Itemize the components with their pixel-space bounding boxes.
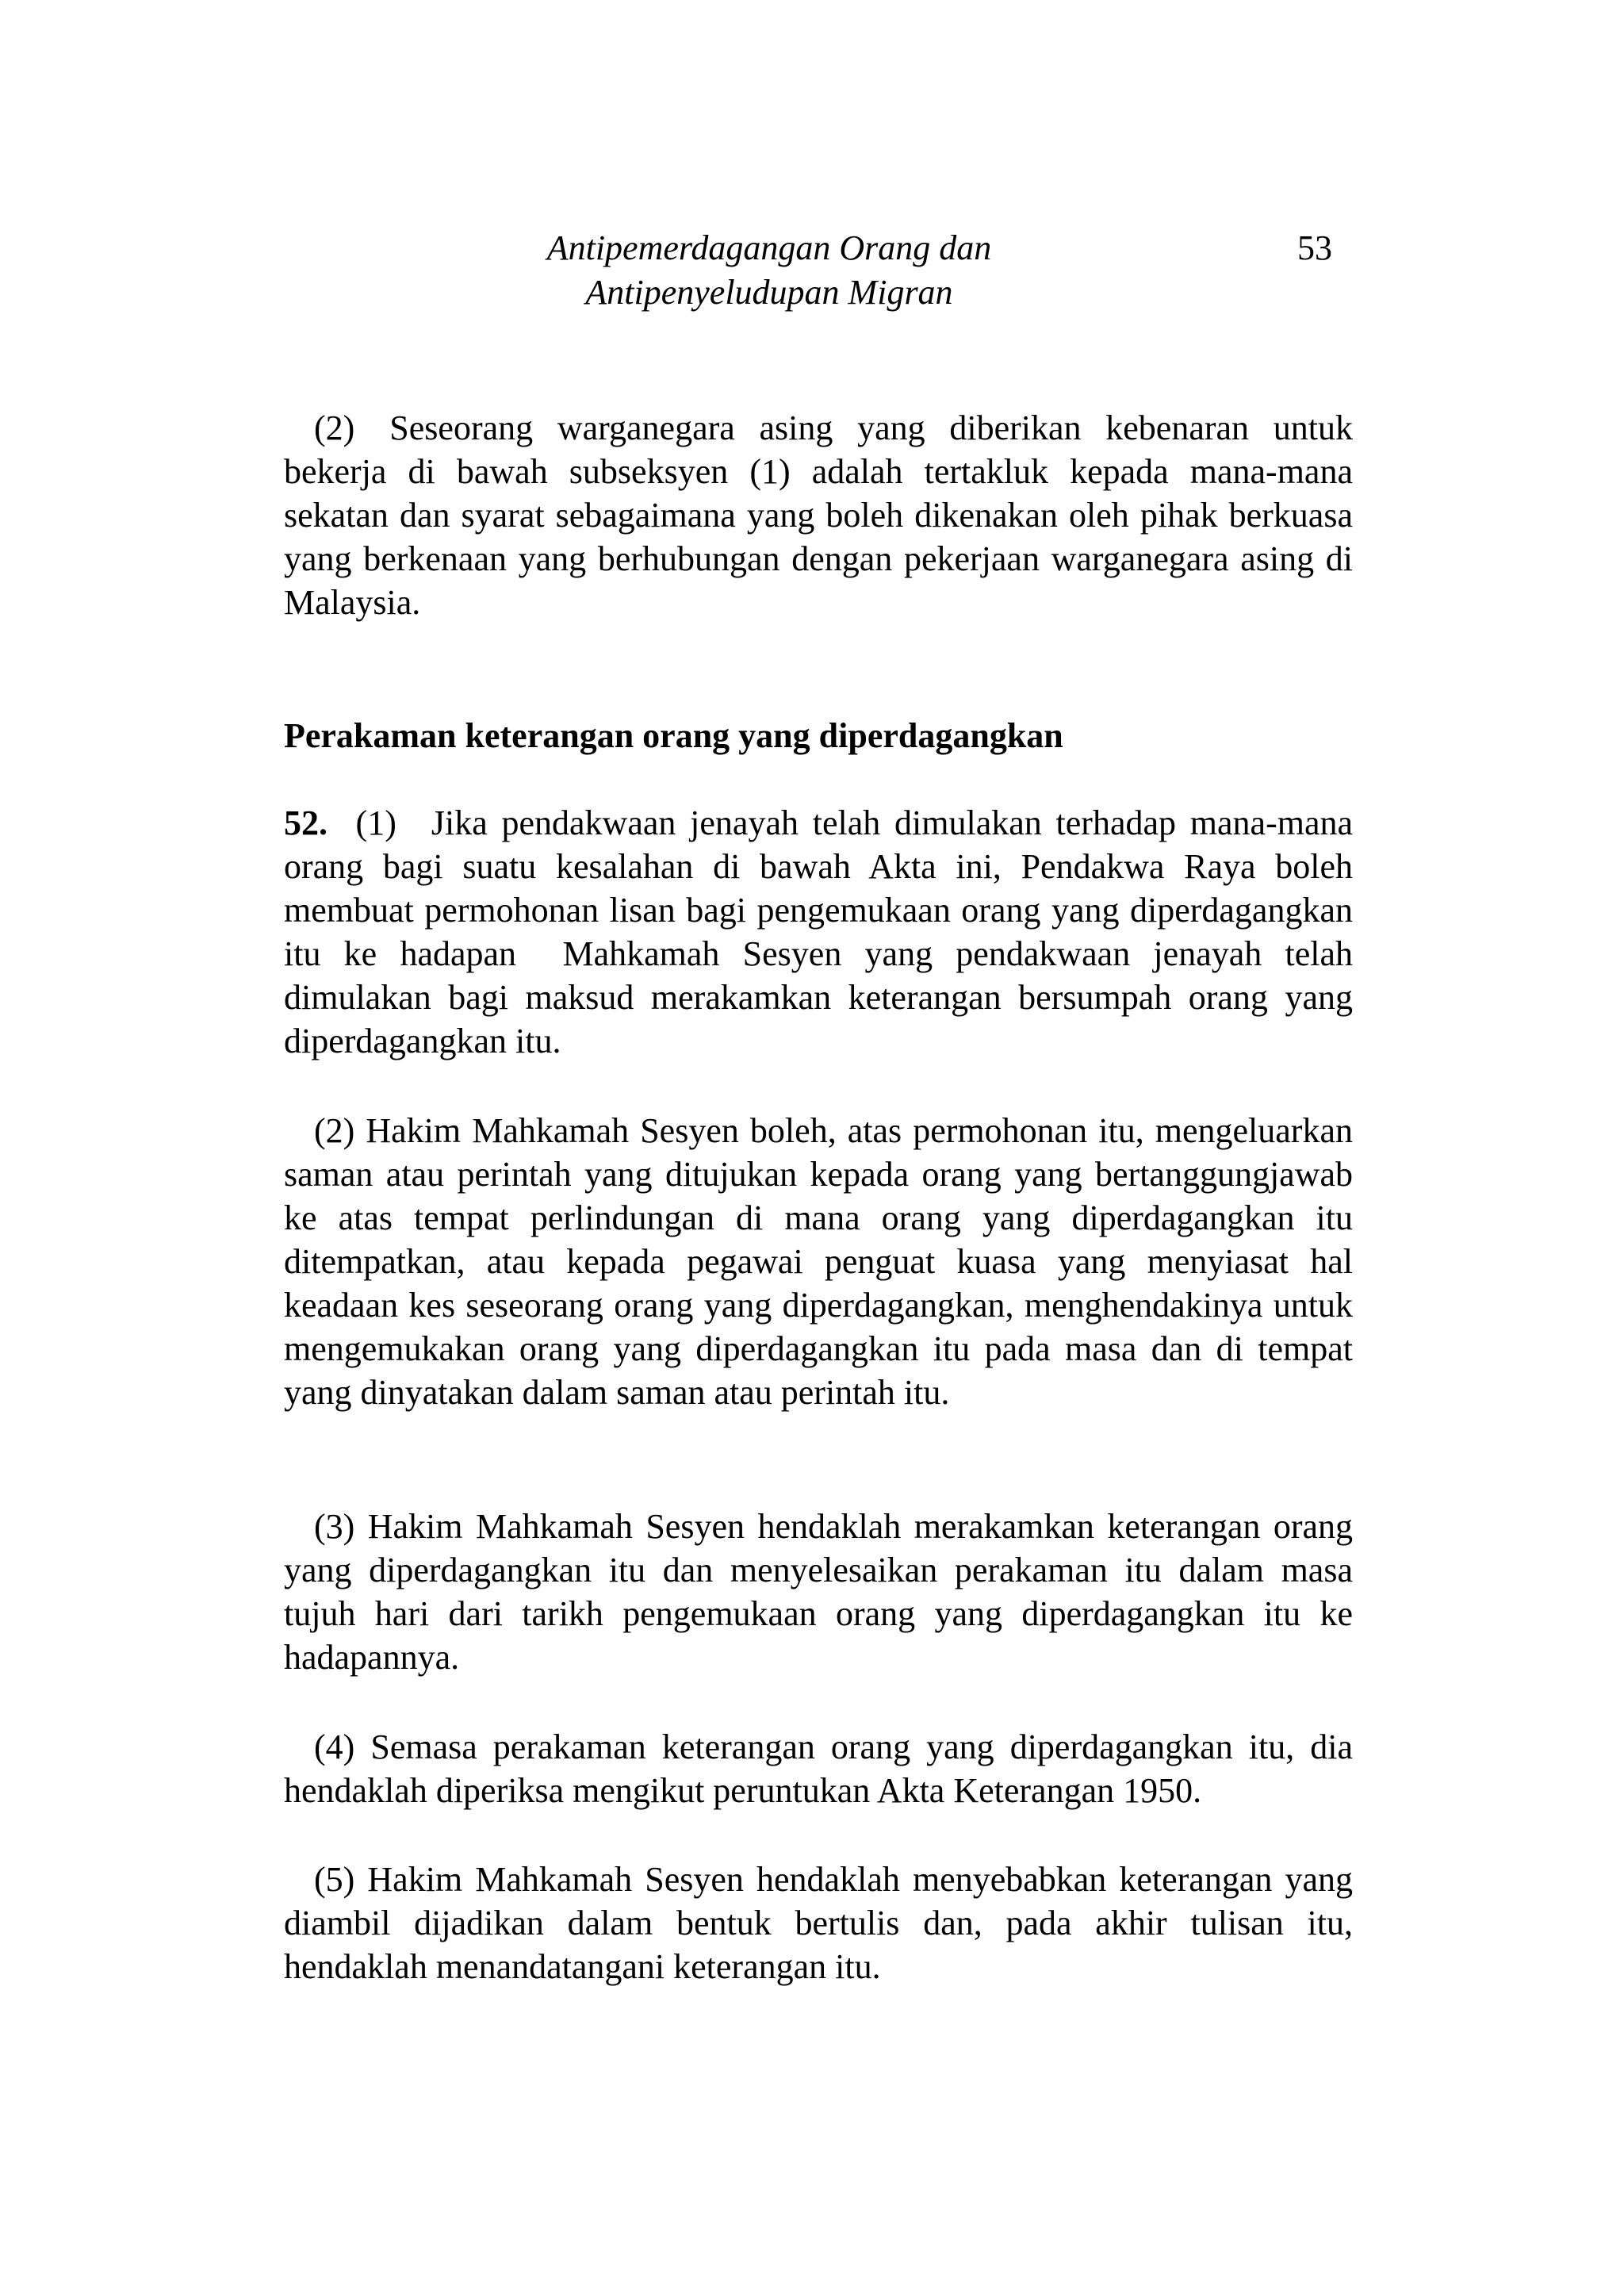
paragraph-52-5: (5) Hakim Mahkamah Sesyen hendaklah menyebabkan keterangan yang diambil dijadikan dalam bentuk bertulis dan, pada akhir tulisan itu, hendaklah menandatangani keterangan itu. (284, 1860, 1353, 1986)
running-header-line-2: Antipenyeludupan Migran (585, 273, 953, 312)
section-number-52: 52. (284, 803, 327, 842)
page-number: 53 (1297, 228, 1332, 267)
paragraph-52-1-text: (1) Jika pendakwaan jenayah telah dimulakan terhadap mana-mana orang bagi suatu kesalahan di bawah Akta ini, Pendakwa Raya boleh membuat permohonan lisan bagi pengemukaan orang yang diperdagangkan itu ke hadapan Mahkamah Sesyen yang pendakwaan jenayah telah dimulakan bagi maksud merakamkan keterangan bersumpah orang yang diperdagangkan itu. (284, 803, 1353, 1060)
running-header-title (508, 226, 1031, 315)
paragraph-52-2: (2) Hakim Mahkamah Sesyen boleh, atas permohonan itu, mengeluarkan saman atau perintah yang ditujukan kepada orang yang bertanggungjawab ke atas tempat perlindungan di mana orang yang diperdagangkan itu ditempatkan, atau kepada pegawai penguat kuasa yang menyiasat hal keadaan kes seseorang orang yang diperdagangkan, menghendakinya untuk mengemukakan orang yang diperdagangkan itu pada masa dan di tempat yang dinyatakan dalam saman atau perintah itu. (284, 1111, 1353, 1412)
paragraph-52-3: (3) Hakim Mahkamah Sesyen hendaklah merakamkan keterangan orang yang diperdagangkan itu dan menyelesaikan perakaman itu dalam masa tujuh hari dari tarikh pengemukaan orang yang diperdagangkan itu ke hadapannya. (284, 1507, 1353, 1677)
paragraph-52-4: (4) Semasa perakaman keterangan orang yang diperdagangkan itu, dia hendaklah diperiksa mengikut peruntukan Akta Keterangan 1950. (284, 1727, 1353, 1810)
paragraph-52-1 (284, 801, 1353, 1063)
section-heading-52: Perakaman keterangan orang yang diperdagangkan (284, 716, 1063, 755)
running-header-line-1: Antipemerdagangan Orang dan (546, 228, 992, 267)
paragraph-51-2: (2) Seseorang warganegara asing yang diberikan kebenaran untuk bekerja di bawah subseksyen (1) adalah tertakluk kepada mana-mana sekatan dan syarat sebagaimana yang boleh dikenakan oleh pihak berkuasa yang berkenaan yang berhubungan dengan pekerjaan warganegara asing di Malaysia. (284, 408, 1353, 622)
